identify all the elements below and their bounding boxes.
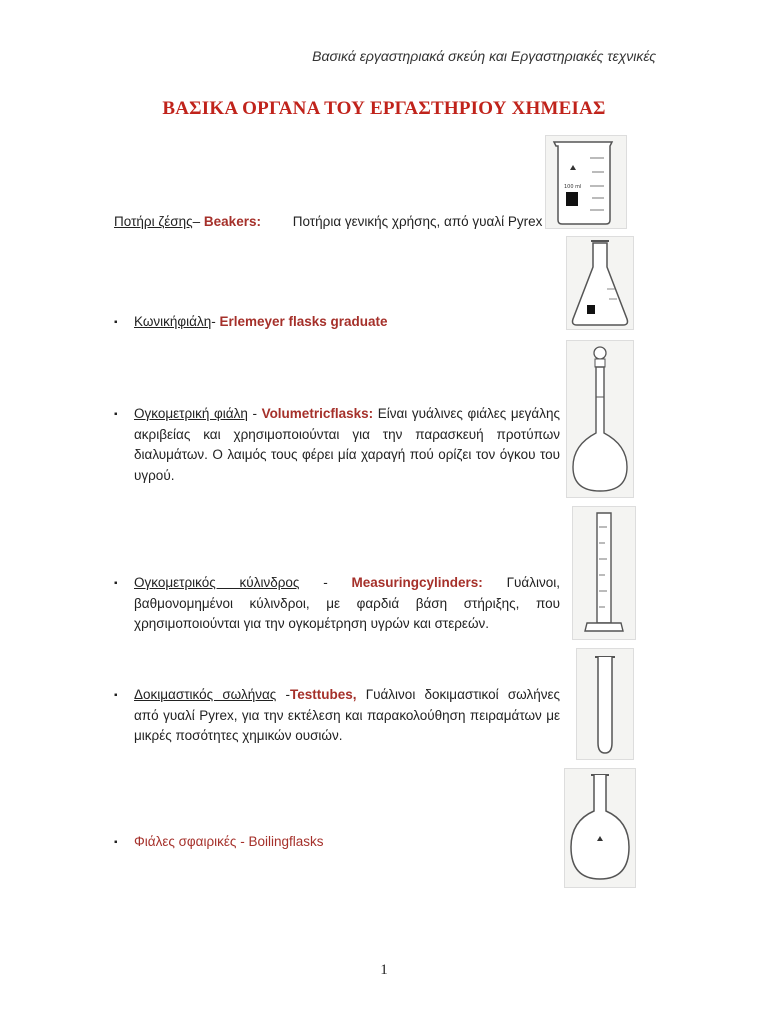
item-term: Δοκιμαστικός σωλήνας (134, 687, 277, 702)
measuring-cylinder-image (572, 506, 636, 640)
item-term: Ποτήρι ζέσης (114, 214, 193, 229)
bullet: ▪ (114, 578, 118, 589)
item-volumetric: Ογκομετρική φιάλη - Volumetricflasks: Είναι γυάλινες φιάλες μεγάλης ακριβείας και χρησιμοποιούνται για την παρασκευή προτύπων διαλυμάτων. Ο λαιμός τους φέρει μία χαραγή πού ορίζει τον όγκου του υγρού. (134, 406, 560, 483)
bullet: ▪ (114, 317, 118, 328)
page-number: 1 (380, 962, 388, 978)
item-desc: Γυάλινοι δοκιμαστικοί σωλήνες από γυαλί Pyrex, για την εκτέλεση και παρακολούθηση πειραμάτων με μικρές ποσότητες χημικών ουσιών. (134, 687, 560, 743)
item-english: Φιάλες σφαιρικές - Boilingflasks (134, 834, 324, 849)
bullet: ▪ (114, 409, 118, 420)
item-english: Measuringcylinders: (351, 575, 483, 590)
item-term: Κωνικήφιάλη (134, 314, 212, 329)
bullet: ▪ (114, 837, 118, 848)
item-boiling-flasks (134, 832, 554, 853)
item-term: Ογκομετρική φιάλη (134, 406, 248, 421)
item-beakers: Ποτήρι ζέσης– Beakers: Ποτήρια γενικής χρήσης, από γυαλί Pyrex (114, 214, 543, 229)
item-erlenmeyer: Κωνικήφιάλη- Erlemeyer flasks graduate (134, 314, 388, 329)
item-term: Ογκομετρικός κύλινδρος (134, 575, 300, 590)
item-english: Erlemeyer flasks graduate (219, 314, 388, 329)
beaker-image (545, 135, 627, 229)
item-test-tubes: Δοκιμαστικός σωλήνας -Testtubes, Γυάλινοι δοκιμαστικοί σωλήνες από γυαλί Pyrex, για την εκτέλεση και παρακολούθηση πειραμάτων με μικρές ποσότητες χημικών ουσιών. (134, 687, 560, 743)
item-english: Beakers: (203, 214, 261, 229)
item-english: Testtubes, (289, 687, 357, 702)
item-measuring-cylinder: Ογκομετρικός κύλινδρος - Measuringcylinders: Γυάλινοι, βαθμονομημένοι κύλινδροι, με φαρδιά βάση στήριξης, που χρησιμοποιούνται για την ογκομέτρηση υγρών και στερεών. (134, 575, 560, 631)
volumetric-flask-image (566, 340, 634, 498)
item-desc: Γυάλινοι, βαθμονομημένοι κύλινδροι, με φαρδιά βάση στήριξης, που χρησιμοποιούνται για την ογκομέτρηση υγρών και στερεών. (134, 575, 560, 631)
svg-text:100 ml: 100 ml (564, 184, 582, 190)
item-desc: Ποτήρια γενικής χρήσης, από γυαλί Pyrex (292, 214, 543, 229)
erlenmeyer-flask-image (566, 236, 634, 330)
item-english: Volumetricflasks: (261, 406, 374, 421)
boiling-flask-image (564, 768, 636, 888)
bullet: ▪ (114, 690, 118, 701)
item-desc: Είναι γυάλινες φιάλες μεγάλης ακριβείας και χρησιμοποιούνται για την παρασκευή προτύπων διαλυμάτων. Ο λαιμός τους φέρει μία χαραγή πού ορίζει τον όγκου του υγρού. (134, 406, 560, 483)
page-title: ΒΑΣΙΚΑ ΟΡΓΑΝΑ ΤΟΥ ΕΡΓΑΣΤΗΡΙΟΥ ΧΗΜΕΙΑΣ (162, 98, 606, 119)
running-header: Βασικά εργαστηριακά σκεύη και Εργαστηριακές τεχνικές (312, 48, 656, 64)
test-tube-image (576, 648, 634, 760)
